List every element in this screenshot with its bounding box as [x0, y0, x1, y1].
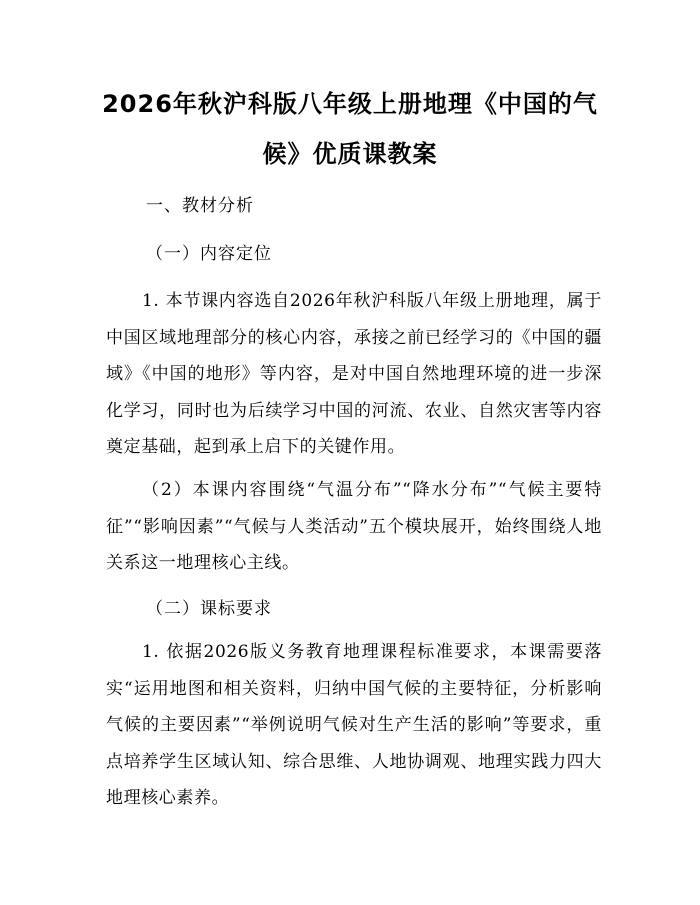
paragraph-content-positioning-1: 1. 本节课内容选自2026年秋沪科版八年级上册地理，属于中国区域地理部分的核心内容，承接之前已经学习的《中国的疆域》《中国的地形》等内容，是对中国自然地理环境的进一步深化学习，同时也为后续学习中国的河流、农业、自然灾害等内容奠定基础，起到承上启下的关键作用。	[106, 291, 602, 457]
document-title-line-2: 候》优质课教案	[262, 140, 438, 168]
subsection-heading-content-positioning: （一）内容定位	[146, 244, 272, 264]
paragraph-curriculum-requirements-1: 1. 依据2026版义务教育地理课程标准要求，本课需要落实“运用地图和相关资料，归纳中国气候的主要特征，分析影响气候的主要因素”“举例说明气候对生产生活的影响”等要求，重点培养学生区域认知、综合思维、人地协调观、地理实践力四大地理核心素养。	[106, 642, 602, 808]
section-heading-textbook-analysis: 一、教材分析	[146, 196, 254, 216]
paragraph-content-positioning-2: （2）本课内容围绕“气温分布”“降水分布”“气候主要特征”“影响因素”“气候与人类活动”五个模块展开，始终围绕人地关系这一地理核心主线。	[106, 480, 602, 573]
document-title-line-1: 2026年秋沪科版八年级上册地理《中国的气	[102, 90, 598, 118]
subsection-heading-curriculum-requirements: （二）课标要求	[146, 599, 272, 619]
